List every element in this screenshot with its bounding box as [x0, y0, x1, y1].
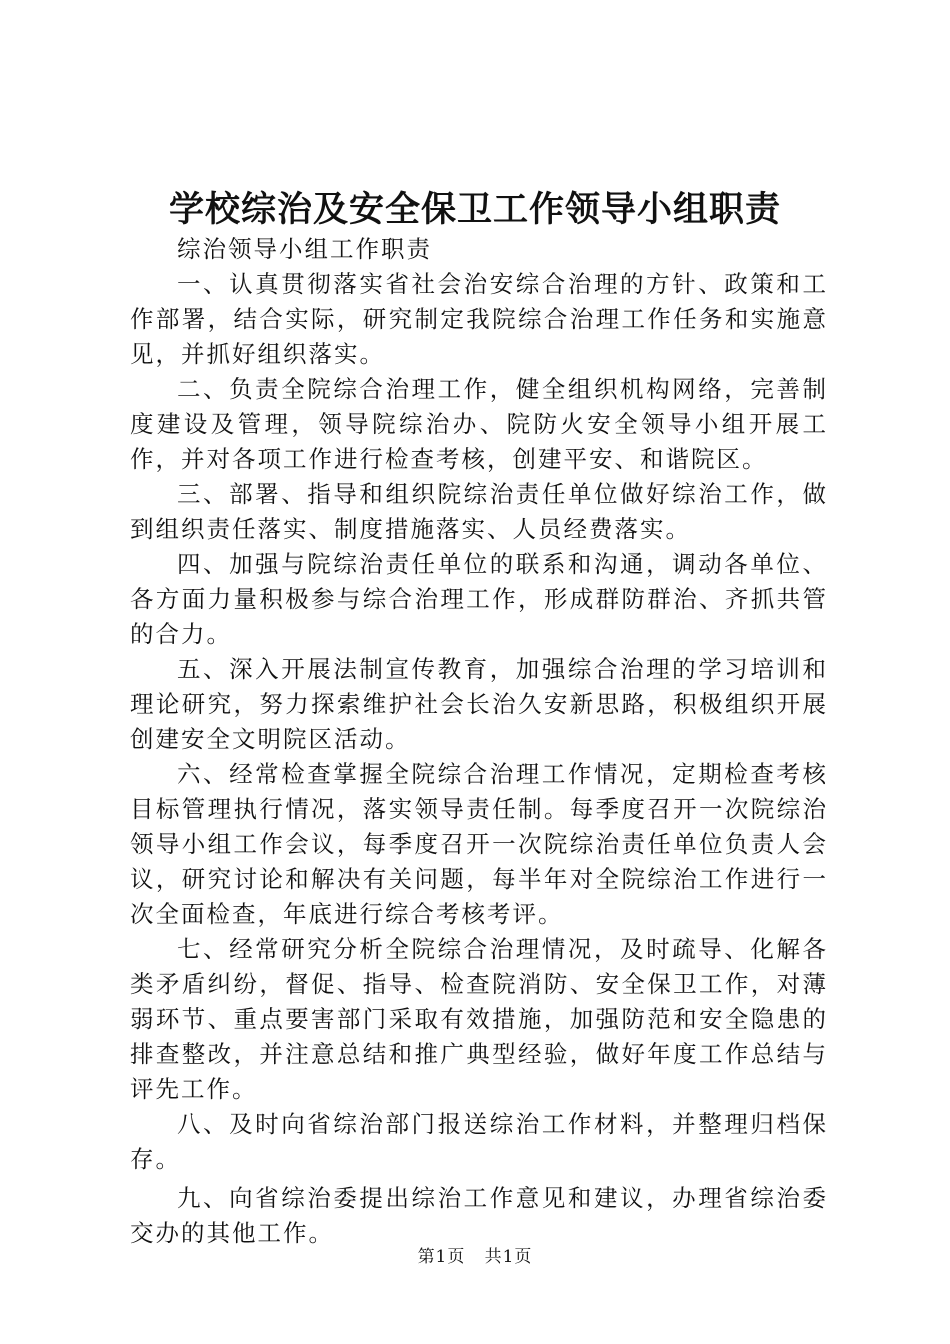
duty-paragraph-9: 九、向省综治委提出综治工作意见和建议，办理省综治委交办的其他工作。 — [130, 1184, 828, 1247]
duty-paragraph-4: 四、加强与院综治责任单位的联系和沟通，调动各单位、各方面力量积极参与综合治理工作，形成群防群治、齐抓共管的合力。 — [130, 550, 828, 648]
document-title: 学校综治及安全保卫工作领导小组职责 — [168, 189, 781, 230]
duty-paragraph-1: 一、认真贯彻落实省社会治安综合治理的方针、政策和工作部署，结合实际，研究制定我院综合治理工作任务和实施意见，并抓好组织落实。 — [130, 270, 828, 368]
duty-paragraph-6: 六、经常检查掌握全院综合治理工作情况，定期检查考核目标管理执行情况，落实领导责任制。每季度召开一次院综治领导小组工作会议，每季度召开一次院综治责任单位负责人会议，研究讨论和解决有关问题，每半年对全院综治工作进行一次全面检查，年底进行综合考核考评。 — [130, 760, 828, 928]
duty-paragraph-3: 三、部署、指导和组织院综治责任单位做好综治工作，做到组织责任落实、制度措施落实、人员经费落实。 — [130, 480, 828, 543]
page-total: 共1页 — [484, 1247, 533, 1267]
duty-paragraph-7: 七、经常研究分析全院综合治理情况，及时疏导、化解各类矛盾纠纷，督促、指导、检查院消防、安全保卫工作，对薄弱环节、重点要害部门采取有效措施，加强防范和安全隐患的排查整改，并注意总结和推广典型经验，做好年度工作总结与评先工作。 — [130, 935, 828, 1103]
duty-paragraph-2: 二、负责全院综合治理工作，健全组织机构网络，完善制度建设及管理，领导院综治办、院防火安全领导小组开展工作，并对各项工作进行检查考核，创建平安、和谐院区。 — [130, 375, 828, 473]
duty-paragraph-8: 八、及时向省综治部门报送综治工作材料，并整理归档保存。 — [130, 1110, 828, 1173]
page-footer — [0, 1242, 950, 1267]
duty-paragraph-5: 五、深入开展法制宣传教育，加强综合治理的学习培训和理论研究，努力探索维护社会长治久安新思路，积极组织开展创建安全文明院区活动。 — [130, 655, 828, 753]
page-number: 第1页 — [417, 1247, 466, 1267]
section-subtitle: 综治领导小组工作职责 — [177, 235, 432, 263]
document-body — [130, 232, 828, 1251]
